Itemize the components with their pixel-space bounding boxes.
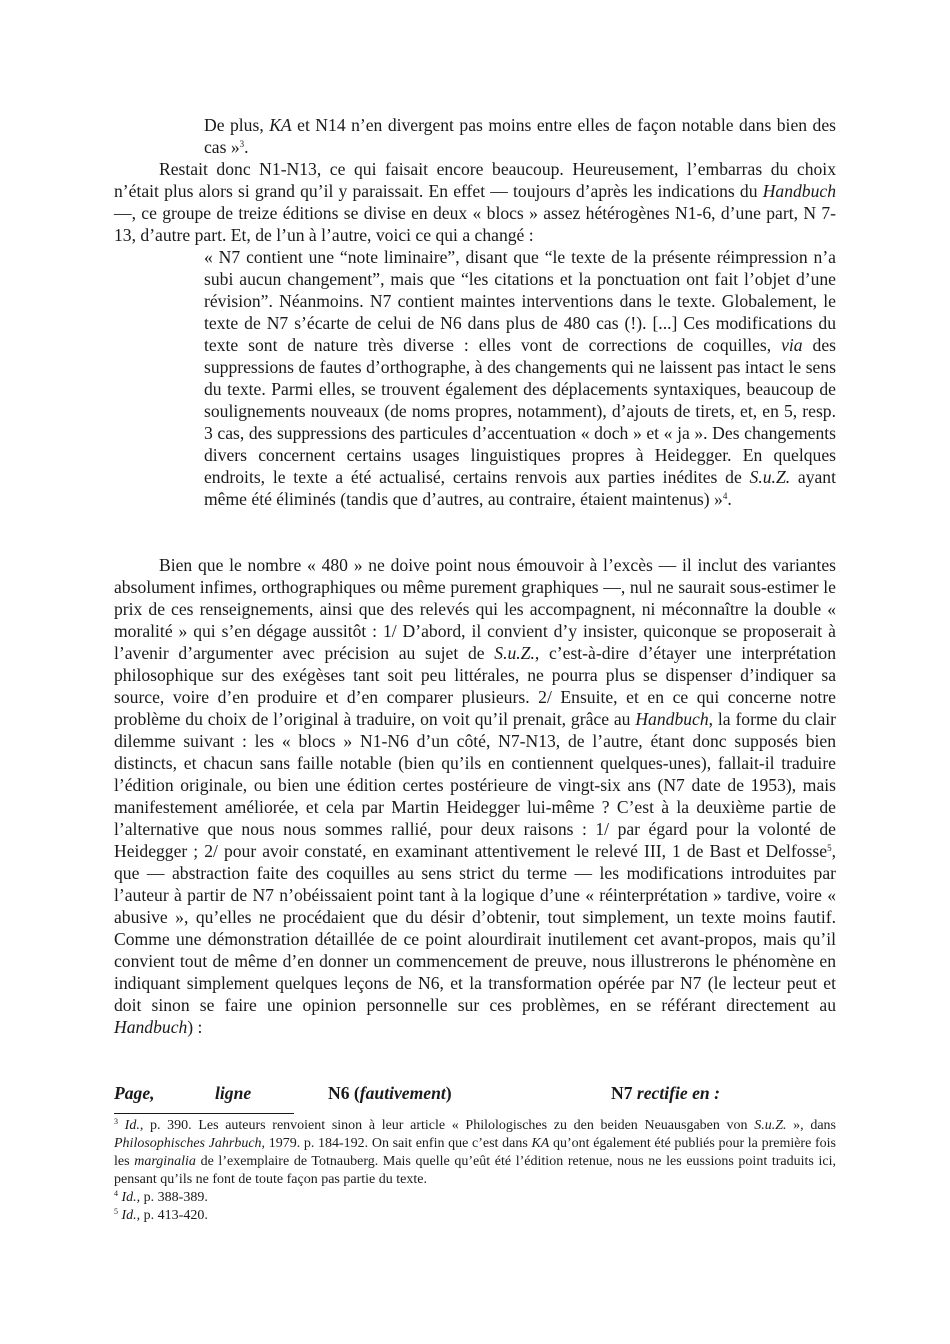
paragraph-restait <box>114 158 836 246</box>
text-span-italic: Handbuch <box>762 181 836 201</box>
text-span-italic: KA <box>531 1136 550 1151</box>
table-header-page <box>114 1082 155 1104</box>
header-n6-label: N6 ( <box>328 1083 360 1103</box>
text-span-italic: Id. <box>124 1118 140 1133</box>
table-header-n7 <box>611 1082 720 1104</box>
table-header-ligne <box>215 1082 251 1104</box>
text-span-italic: Id. <box>121 1190 137 1205</box>
text-span-italic: Handbuch <box>635 709 709 729</box>
text-span: Bien que le nombre « 480 » ne doive point nous émouvoir à l’excès — il inclut des variantes absolument infimes, orthographiques ou même purement graphiques —, nul ne saurait sous-estimer le prix de ces renseignements, ainsi que des relevés qui les accompagnent, ni méconnaître la double « moralité » qui s’en dégage aussitôt : 1/ D’abord, il convient d’y insister, quiconque se proposerait à l’avenir d’argumenter avec précision au sujet de <box>114 555 836 663</box>
text-span: , p. 388-389. <box>136 1190 208 1205</box>
text-span: , p. 390. Les auteurs renvoient sinon à leur article « Philologisches zu den beiden Neuausgaben von <box>139 1118 755 1133</box>
text-span-italic: Id. <box>121 1208 137 1223</box>
text-span: . <box>727 489 732 509</box>
block-quote-kaa <box>204 114 836 158</box>
text-span: De plus, <box>204 115 270 135</box>
text-span-italic: S.u.Z. <box>749 467 791 487</box>
text-span-italic: marginalia <box>134 1154 196 1169</box>
text-span: « N7 contient une “note liminaire”, disant que “le texte de la présente réimpression n’a subi aucun changement”, mais que “les citations et la ponctuation ont fait l’objet d’une révision”. Néanmoins. N7 contient maintes interventions dans le texte. Globalement, le texte de N7 s’écarte de celui de N6 dans plus de 480 cas (!). [...] Ces modifications du texte sont de nature très diverse : elles vont de corrections de coquilles, <box>204 247 836 355</box>
footnote-number: 3 <box>114 1117 118 1126</box>
footnote-ref-5[interactable]: 5 <box>827 843 832 853</box>
text-span: , p. 413-420. <box>136 1208 208 1223</box>
text-span: , que — abstraction faite des coquilles au sens strict du terme — les modifications introduites par l’auteur à partir de N7 n’obéissaient point tant à la logique d’une « réinterprétation » tardive, voire « abusive », qu’elles ne procédaient que du désir d’obtenir, tout simplement, un texte moins fautif. Comme une démonstration détaillée de ce point alourdirait inutilement cet avant-propos, mais qu’il convient tout de même d’en donner un commencement de preuve, nous illustrerons le phénomène en indiquant simplement quelques leçons de N6, et la transformation opérée par N7 (le lecteur peut et doit sinon se faire une opinion personnelle sur ces problèmes, en se référant directement au <box>114 841 836 1015</box>
header-n7-italic: rectifie en : <box>636 1083 720 1103</box>
text-span-italic: Handbuch <box>114 1017 188 1037</box>
paragraph-bien-que <box>114 554 836 1038</box>
table-header-n6 <box>328 1082 452 1104</box>
header-n6-close: ) <box>445 1083 452 1103</box>
footnote-5 <box>114 1207 836 1225</box>
text-span-italic: Philosophisches Jahrbuch <box>114 1136 262 1151</box>
text-span-italic: S.u.Z. <box>494 643 535 663</box>
text-span: Restait donc N1-N13, ce qui faisait encore beaucoup. Heureusement, l’embarras du choix n’était plus alors si grand qu’il y paraissait. En effet — toujours d’après les indications du <box>114 159 836 201</box>
text-span: et N14 n’en divergent pas moins entre elles de façon notable dans bien des cas » <box>204 115 836 157</box>
footnote-ref-3[interactable]: 3 <box>239 139 245 149</box>
text-span-italic: KA <box>269 115 292 135</box>
footnote-3 <box>114 1117 836 1189</box>
text-span: des suppressions de fautes d’orthographe, à des changements qui ne laissent pas intact le sens du texte. Parmi elles, se trouvent également des déplacements syntaxiques, beaucoup de soulignements nouveaux (de noms propres, notamment), d’ajouts de tirets, et, en 5, resp. 3 cas, des suppressions des particules d’accentuation « doch » et « ja ». Des changements divers concernent certains usages linguistiques propres à Heidegger. En quelques endroits, le texte a été actualisé, certains renvois aux parties inédites de <box>204 335 836 487</box>
header-ligne-label: ligne <box>215 1083 252 1103</box>
footnote-number: 5 <box>114 1207 118 1216</box>
block-quote-n7 <box>204 246 836 510</box>
text-span: —, ce groupe de treize éditions se divise en deux « blocs » assez hétérogènes N1-6, d’une part, N 7-13, d’autre part. Et, de l’un à l’autre, voici ce qui a changé : <box>114 203 836 245</box>
text-span: de l’exemplaire de Totnauberg. Mais quelle qu’eût été l’édition retenue, nous ne les eussions point traduits ici, pensant qu’ils ne font de toute façon pas partie du texte. <box>114 1154 836 1187</box>
text-span-italic: via <box>781 335 803 355</box>
footnote-separator <box>114 1113 294 1114</box>
footnotes <box>114 1117 836 1225</box>
text-span: , la forme du clair dilemme suivant : les « blocs » N1-N6 d’un côté, N7-N13, de l’autre, étant donc supposés bien distincts, et chacun sans faille notable (bien qu’ils en contiennent quelques-unes), fallait-il traduire l’édition originale, ou bien une édition certes postérieure de vingt-six ans (N7 date de 1953), mais manifestement améliorée, et cela par Martin Heidegger lui-même ? C’est à la deuxième partie de l’alternative que nous nous sommes rallié, pour deux raisons : 1/ par égard pour la volonté de Heidegger ; 2/ pour avoir constaté, en examinant attentivement le relevé III, 1 de Bast et Delfosse <box>114 709 837 861</box>
footnote-number: 4 <box>114 1189 118 1198</box>
text-span: , c’est-à-dire d’étayer une interprétation philosophique sur des exégèses tant soit peu littérales, ne pourra plus se dispenser d’indiquer sa source, voire d’en produire et d’en comparer plusieurs. 2/ Ensuite, et en ce qui concerne notre problème du choix de l’original à traduire, on voit qu’il prenait, grâce au <box>114 643 836 729</box>
text-span: », dans <box>786 1118 836 1133</box>
header-n7-label: N7 <box>611 1083 637 1103</box>
footnote-4 <box>114 1189 836 1207</box>
footnote-ref-4[interactable]: 4 <box>722 491 728 501</box>
text-span: ayant même été éliminés (tandis que d’autres, au contraire, étaient maintenus) » <box>204 467 836 509</box>
text-span: , 1979. p. 184-192. On sait enfin que c’est dans <box>261 1136 532 1151</box>
text-span: . <box>244 137 249 157</box>
text-span-italic: S.u.Z. <box>754 1118 787 1133</box>
text-span: qu’ont également été publiés pour la première fois les <box>114 1136 836 1169</box>
text-span: ) : <box>187 1017 203 1037</box>
header-n6-italic: fautivement <box>359 1083 446 1103</box>
header-page-label: Page, <box>114 1083 155 1103</box>
